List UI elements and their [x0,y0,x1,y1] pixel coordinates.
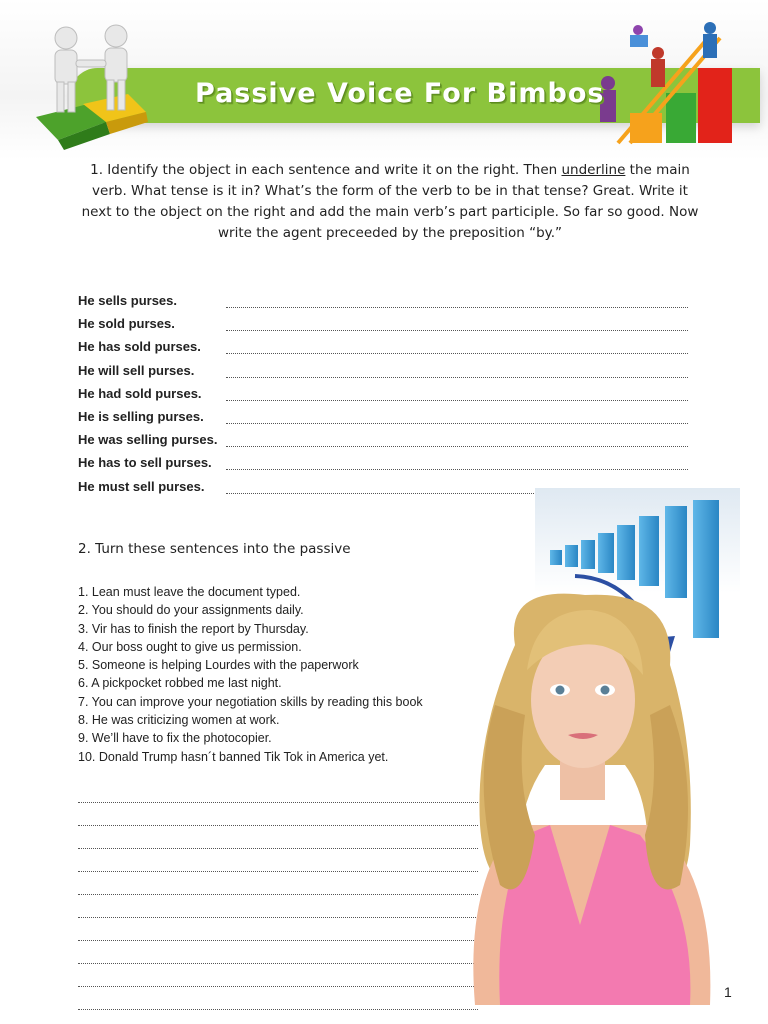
exercise1-row [78,293,688,316]
exercise1-sentence: He sold purses. [78,316,175,332]
exercise2-sentence: 4. Our boss ought to give us permission. [78,639,302,654]
exercise2-list [78,583,423,766]
exercise1-instructions [80,160,700,244]
answer-line[interactable] [78,987,478,1010]
blonde-woman-photo [455,585,725,1005]
page-title: Passive Voice For Bimbos [195,78,605,109]
exercise1-row [78,316,688,339]
exercise1-sentence: He has to sell purses. [78,455,212,471]
exercise2-sentence: 1. Lean must leave the document typed. [78,585,301,599]
exercise1-row [78,339,688,362]
answer-line[interactable] [226,446,688,447]
answer-line[interactable] [78,849,478,872]
instructions-underlined-word: underline [561,162,626,178]
answer-line[interactable] [78,826,478,849]
answer-line[interactable] [226,353,688,354]
exercise2-sentence: 10. Donald Trump hasn´t banned Tik Tok in America yet. [78,749,389,764]
answer-line[interactable] [78,918,478,941]
exercise2-sentence: 2. You should do your assignments daily. [78,603,304,618]
teamwork-puzzle-illustration [28,22,158,152]
answer-line[interactable] [78,872,478,895]
exercise1-row [78,455,688,478]
exercise1-sentence: He has sold purses. [78,339,201,355]
exercise1-row [78,363,688,386]
exercise1-row [78,409,688,432]
answer-line[interactable] [226,400,688,401]
answer-line[interactable] [226,423,688,424]
exercise1-list [78,293,688,502]
answer-line[interactable] [226,330,688,331]
exercise1-row [78,386,688,409]
exercise2-sentence: 5. Someone is helping Lourdes with the paperwork [78,658,359,673]
page-number: 1 [724,984,732,1000]
answer-line[interactable] [78,941,478,964]
exercise2-sentence: 6. A pickpocket robbed me last night. [78,676,282,691]
exercise2-title: 2. Turn these sentences into the passive [78,541,351,557]
exercise1-sentence: He was selling purses. [78,432,218,448]
exercise1-sentence: He sells purses. [78,293,177,308]
answer-line[interactable] [78,803,478,826]
exercise2-sentence: 3. Vir has to finish the report by Thursday. [78,621,309,636]
exercise2-answer-lines [78,780,478,1010]
answer-line[interactable] [226,307,688,308]
instructions-text-1: 1. Identify the object in each sentence and write it on the right. Then [90,162,562,178]
answer-line[interactable] [78,780,478,803]
exercise1-sentence: He must sell purses. [78,478,205,494]
exercise1-row [78,432,688,455]
exercise1-sentence: He will sell purses. [78,362,195,378]
answer-line[interactable] [226,377,688,378]
answer-line[interactable] [78,964,478,987]
exercise2-sentence: 9. We’ll have to fix the photocopier. [78,731,272,746]
answer-line[interactable] [226,469,688,470]
exercise2-sentence: 7. You can improve your negotiation skills by reading this book [78,694,423,709]
puzzle-pieces-icon [36,94,148,150]
instructions-text-2: the main verb. What tense is it in? What’s the form of the verb to be in that tense? Great. Write it next to the object on the right and add the main verb’s part participle. So far so good. Now write the agent preceeded by the preposition “by.” [81,162,699,241]
exercise1-sentence: He is selling purses. [78,408,204,424]
answer-line[interactable] [78,895,478,918]
exercise1-sentence: He had sold purses. [78,385,202,401]
exercise2-sentence: 8. He was criticizing women at work. [78,713,280,728]
